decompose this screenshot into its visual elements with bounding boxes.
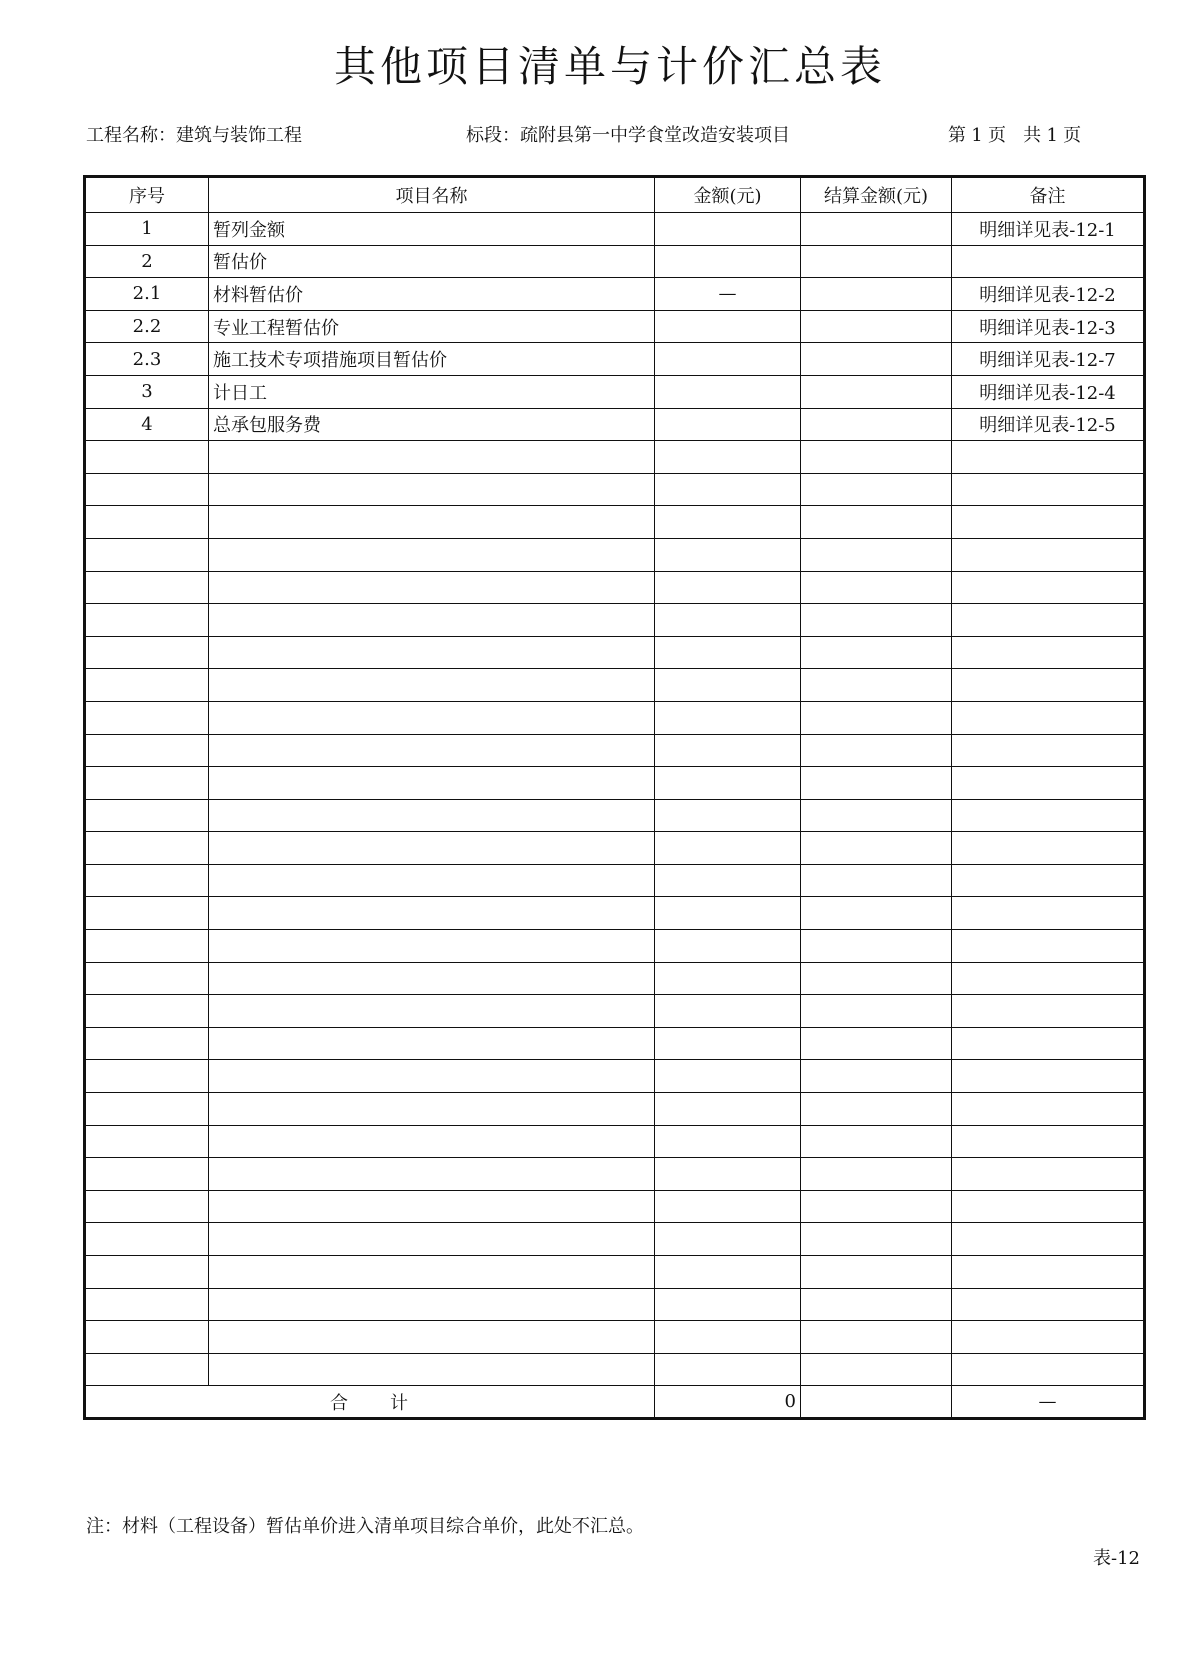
empty-cell xyxy=(655,897,801,930)
page-prefix: 第 xyxy=(948,125,966,146)
empty-cell xyxy=(209,897,655,930)
empty-cell xyxy=(801,473,952,506)
empty-cell xyxy=(209,930,655,963)
empty-cell xyxy=(801,734,952,767)
col-header-seq: 序号 xyxy=(85,177,209,213)
empty-cell xyxy=(85,1353,209,1386)
empty-cell xyxy=(655,571,801,604)
empty-cell xyxy=(952,1353,1145,1386)
empty-cell xyxy=(209,767,655,800)
total-prefix: 共 xyxy=(1023,125,1042,146)
empty-cell xyxy=(952,995,1145,1028)
empty-cell xyxy=(801,1321,952,1354)
empty-row xyxy=(85,701,1145,734)
empty-cell xyxy=(85,1321,209,1354)
cell-amount xyxy=(655,343,801,376)
cell-name: 计日工 xyxy=(209,375,655,408)
empty-cell xyxy=(209,1093,655,1126)
empty-cell xyxy=(952,1288,1145,1321)
cell-name: 专业工程暂估价 xyxy=(209,310,655,343)
cell-name: 材料暂估价 xyxy=(209,278,655,311)
empty-row xyxy=(85,473,1145,506)
empty-row xyxy=(85,636,1145,669)
empty-row xyxy=(85,506,1145,539)
empty-row xyxy=(85,832,1145,865)
table-row xyxy=(85,278,1145,311)
empty-cell xyxy=(801,1223,952,1256)
empty-cell xyxy=(85,1027,209,1060)
empty-row xyxy=(85,897,1145,930)
empty-row xyxy=(85,604,1145,637)
empty-row xyxy=(85,669,1145,702)
empty-cell xyxy=(801,864,952,897)
total-remark: — xyxy=(952,1386,1145,1419)
page-number: 1 xyxy=(971,125,983,146)
empty-cell xyxy=(85,604,209,637)
empty-row xyxy=(85,930,1145,963)
empty-cell xyxy=(952,1060,1145,1093)
cell-seq: 2.3 xyxy=(85,343,209,376)
empty-cell xyxy=(209,669,655,702)
page-title: 其他项目清单与计价汇总表 xyxy=(333,42,886,91)
empty-cell xyxy=(655,1321,801,1354)
cell-seq: 2.1 xyxy=(85,278,209,311)
col-header-name: 项目名称 xyxy=(209,177,655,213)
empty-row xyxy=(85,767,1145,800)
total-row xyxy=(85,1386,1145,1419)
empty-cell xyxy=(952,538,1145,571)
cell-name: 总承包服务费 xyxy=(209,408,655,441)
empty-cell xyxy=(952,767,1145,800)
empty-cell xyxy=(655,1353,801,1386)
empty-cell xyxy=(801,1027,952,1060)
empty-cell xyxy=(801,636,952,669)
empty-cell xyxy=(209,1060,655,1093)
empty-cell xyxy=(952,1093,1145,1126)
empty-cell xyxy=(655,1125,801,1158)
cell-remark: 明细详见表-12-1 xyxy=(952,213,1145,246)
empty-row xyxy=(85,1288,1145,1321)
empty-cell xyxy=(209,1027,655,1060)
cell-remark: 明细详见表-12-3 xyxy=(952,310,1145,343)
empty-cell xyxy=(209,864,655,897)
empty-cell xyxy=(655,864,801,897)
empty-cell xyxy=(952,1256,1145,1289)
table-row xyxy=(85,245,1145,278)
empty-row xyxy=(85,1190,1145,1223)
cell-settle xyxy=(801,310,952,343)
cell-remark: 明细详见表-12-4 xyxy=(952,375,1145,408)
empty-cell xyxy=(801,1093,952,1126)
empty-cell xyxy=(655,636,801,669)
section-name: 标段：疏附县第一中学食堂改造安装项目 xyxy=(466,125,790,146)
empty-cell xyxy=(209,1256,655,1289)
empty-cell xyxy=(952,701,1145,734)
empty-cell xyxy=(952,669,1145,702)
empty-row xyxy=(85,1256,1145,1289)
empty-cell xyxy=(952,799,1145,832)
empty-cell xyxy=(85,506,209,539)
page-indicator xyxy=(948,121,1081,147)
empty-cell xyxy=(801,1288,952,1321)
empty-cell xyxy=(655,1288,801,1321)
empty-row xyxy=(85,1158,1145,1191)
cell-seq: 2 xyxy=(85,245,209,278)
empty-row xyxy=(85,995,1145,1028)
empty-cell xyxy=(952,571,1145,604)
empty-cell xyxy=(952,1125,1145,1158)
cell-seq: 1 xyxy=(85,213,209,246)
total-pages: 1 xyxy=(1046,125,1058,146)
empty-cell xyxy=(655,799,801,832)
cell-remark: 明细详见表-12-5 xyxy=(952,408,1145,441)
empty-cell xyxy=(801,962,952,995)
empty-cell xyxy=(655,1256,801,1289)
empty-cell xyxy=(85,1093,209,1126)
empty-cell xyxy=(801,767,952,800)
empty-cell xyxy=(952,1223,1145,1256)
cell-amount xyxy=(655,408,801,441)
project-name: 工程名称：建筑与装饰工程 xyxy=(86,125,302,146)
empty-cell xyxy=(655,441,801,474)
col-header-settle: 结算金额(元) xyxy=(801,177,952,213)
empty-cell xyxy=(952,962,1145,995)
empty-cell xyxy=(655,1027,801,1060)
cell-amount xyxy=(655,245,801,278)
cell-settle xyxy=(801,245,952,278)
empty-cell xyxy=(801,1158,952,1191)
empty-cell xyxy=(655,930,801,963)
empty-cell xyxy=(85,669,209,702)
empty-cell xyxy=(801,832,952,865)
empty-cell xyxy=(952,1158,1145,1191)
empty-cell xyxy=(655,701,801,734)
empty-cell xyxy=(801,538,952,571)
empty-cell xyxy=(952,1027,1145,1060)
cell-settle xyxy=(801,278,952,311)
cell-amount xyxy=(655,375,801,408)
empty-cell xyxy=(85,473,209,506)
empty-cell xyxy=(952,897,1145,930)
cell-settle xyxy=(801,343,952,376)
empty-cell xyxy=(85,832,209,865)
total-suffix: 页 xyxy=(1063,125,1082,146)
empty-cell xyxy=(655,506,801,539)
total-label-b: 计 xyxy=(390,1392,410,1414)
col-header-remark: 备注 xyxy=(952,177,1145,213)
empty-row xyxy=(85,1125,1145,1158)
empty-cell xyxy=(85,701,209,734)
empty-cell xyxy=(655,1093,801,1126)
total-label-a: 合 xyxy=(330,1392,350,1414)
empty-cell xyxy=(209,571,655,604)
cell-remark: 明细详见表-12-7 xyxy=(952,343,1145,376)
empty-cell xyxy=(655,1158,801,1191)
cell-amount xyxy=(655,310,801,343)
empty-cell xyxy=(801,1256,952,1289)
empty-row xyxy=(85,1027,1145,1060)
total-amount: 0 xyxy=(655,1386,801,1419)
table-row xyxy=(85,375,1145,408)
empty-cell xyxy=(209,995,655,1028)
table-header-row xyxy=(85,177,1145,213)
empty-cell xyxy=(952,864,1145,897)
empty-cell xyxy=(209,962,655,995)
empty-cell xyxy=(209,799,655,832)
empty-cell xyxy=(85,1060,209,1093)
empty-cell xyxy=(952,441,1145,474)
empty-cell xyxy=(209,1288,655,1321)
cell-name: 暂估价 xyxy=(209,245,655,278)
empty-cell xyxy=(85,571,209,604)
empty-cell xyxy=(655,1223,801,1256)
empty-cell xyxy=(801,701,952,734)
cell-seq: 3 xyxy=(85,375,209,408)
empty-cell xyxy=(801,604,952,637)
cell-remark xyxy=(952,245,1145,278)
cell-settle xyxy=(801,213,952,246)
empty-cell xyxy=(85,636,209,669)
table-row xyxy=(85,408,1145,441)
empty-row xyxy=(85,864,1145,897)
cell-settle xyxy=(801,375,952,408)
cell-amount xyxy=(655,213,801,246)
empty-cell xyxy=(952,604,1145,637)
empty-cell xyxy=(85,1190,209,1223)
empty-cell xyxy=(655,669,801,702)
empty-row xyxy=(85,441,1145,474)
empty-cell xyxy=(952,930,1145,963)
empty-cell xyxy=(655,1190,801,1223)
empty-cell xyxy=(209,1125,655,1158)
empty-cell xyxy=(209,734,655,767)
empty-cell xyxy=(801,995,952,1028)
empty-cell xyxy=(801,897,952,930)
empty-cell xyxy=(952,1321,1145,1354)
empty-cell xyxy=(801,799,952,832)
empty-cell xyxy=(209,441,655,474)
empty-cell xyxy=(209,1190,655,1223)
table-row xyxy=(85,343,1145,376)
cell-amount: — xyxy=(655,278,801,311)
empty-cell xyxy=(85,1256,209,1289)
empty-cell xyxy=(952,506,1145,539)
empty-cell xyxy=(952,636,1145,669)
empty-cell xyxy=(85,930,209,963)
table-row xyxy=(85,213,1145,246)
empty-cell xyxy=(801,1190,952,1223)
empty-cell xyxy=(801,1125,952,1158)
empty-cell xyxy=(85,538,209,571)
empty-row xyxy=(85,538,1145,571)
col-header-amount: 金额(元) xyxy=(655,177,801,213)
empty-cell xyxy=(209,1158,655,1191)
empty-cell xyxy=(655,604,801,637)
empty-row xyxy=(85,571,1145,604)
cell-remark: 明细详见表-12-2 xyxy=(952,278,1145,311)
empty-cell xyxy=(801,1353,952,1386)
table-body xyxy=(85,213,1145,1386)
empty-cell xyxy=(209,1223,655,1256)
empty-cell xyxy=(209,604,655,637)
empty-cell xyxy=(655,1060,801,1093)
cell-name: 施工技术专项措施项目暂估价 xyxy=(209,343,655,376)
empty-row xyxy=(85,1321,1145,1354)
empty-cell xyxy=(655,734,801,767)
empty-cell xyxy=(85,1223,209,1256)
page-mid: 页 xyxy=(988,125,1006,146)
empty-row xyxy=(85,1093,1145,1126)
empty-row xyxy=(85,734,1145,767)
empty-cell xyxy=(952,473,1145,506)
empty-row xyxy=(85,1223,1145,1256)
total-settle xyxy=(801,1386,952,1419)
total-label xyxy=(85,1386,655,1419)
summary-table xyxy=(83,175,1146,1420)
empty-cell xyxy=(209,701,655,734)
empty-cell xyxy=(209,636,655,669)
cell-settle xyxy=(801,408,952,441)
empty-cell xyxy=(801,441,952,474)
table-row xyxy=(85,310,1145,343)
empty-cell xyxy=(655,962,801,995)
empty-cell xyxy=(952,832,1145,865)
empty-cell xyxy=(209,1353,655,1386)
empty-cell xyxy=(655,767,801,800)
empty-cell xyxy=(209,538,655,571)
empty-cell xyxy=(85,1158,209,1191)
empty-cell xyxy=(801,930,952,963)
empty-cell xyxy=(85,441,209,474)
empty-cell xyxy=(801,506,952,539)
empty-cell xyxy=(85,734,209,767)
empty-cell xyxy=(655,538,801,571)
empty-row xyxy=(85,1060,1145,1093)
empty-cell xyxy=(209,473,655,506)
empty-cell xyxy=(655,995,801,1028)
cell-seq: 4 xyxy=(85,408,209,441)
cell-name: 暂列金额 xyxy=(209,213,655,246)
empty-cell xyxy=(209,506,655,539)
empty-row xyxy=(85,799,1145,832)
empty-cell xyxy=(801,669,952,702)
empty-cell xyxy=(655,832,801,865)
empty-row xyxy=(85,1353,1145,1386)
empty-cell xyxy=(952,734,1145,767)
empty-cell xyxy=(801,1060,952,1093)
empty-cell xyxy=(85,767,209,800)
empty-cell xyxy=(85,1125,209,1158)
cell-seq: 2.2 xyxy=(85,310,209,343)
table-number: 表-12 xyxy=(1093,1548,1140,1569)
empty-cell xyxy=(85,897,209,930)
empty-cell xyxy=(85,962,209,995)
empty-cell xyxy=(209,1321,655,1354)
empty-cell xyxy=(952,1190,1145,1223)
empty-cell xyxy=(85,799,209,832)
empty-cell xyxy=(209,832,655,865)
empty-cell xyxy=(85,1288,209,1321)
empty-cell xyxy=(655,473,801,506)
empty-row xyxy=(85,962,1145,995)
empty-cell xyxy=(801,571,952,604)
footnote: 注：材料（工程设备）暂估单价进入清单项目综合单价，此处不汇总。 xyxy=(86,1516,644,1537)
empty-cell xyxy=(85,864,209,897)
empty-cell xyxy=(85,995,209,1028)
